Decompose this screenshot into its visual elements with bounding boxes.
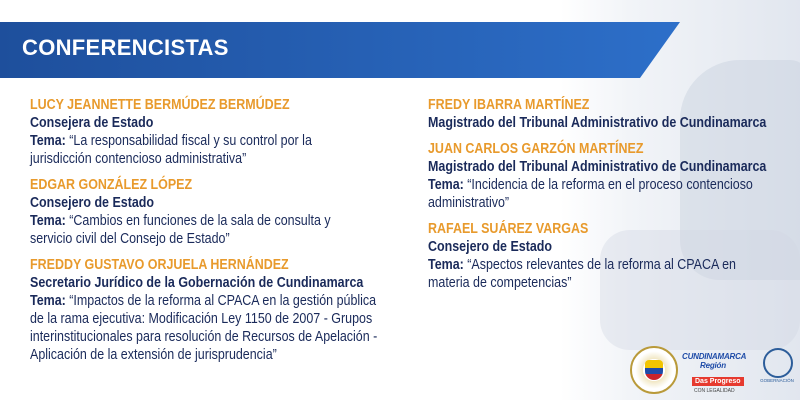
speaker-block [428, 220, 773, 292]
speaker-role: Consejero de Estado [428, 239, 553, 255]
topic-text: jurisdicción contencioso administrativa” [30, 151, 247, 167]
speaker-block [30, 96, 400, 168]
speaker-role: Consejero de Estado [30, 195, 155, 211]
speaker-topic-line [30, 310, 400, 328]
speaker-topic-line [30, 328, 400, 346]
speaker-topic-line [30, 346, 400, 364]
speaker-name: FREDY IBARRA MARTÍNEZ [428, 97, 590, 113]
topic-text: “Cambios en funciones de la sala de consulta y [69, 213, 331, 229]
speaker-name: LUCY JEANNETTE BERMÚDEZ BERMÚDEZ [30, 97, 290, 113]
topic-text: “La responsabilidad fiscal y su control por la [69, 133, 312, 149]
topic-text: servicio civil del Consejo de Estado” [30, 231, 230, 247]
gobernacion-ring-icon [763, 348, 793, 378]
speaker-name: RAFAEL SUÁREZ VARGAS [428, 221, 589, 237]
speaker-topic [428, 256, 772, 292]
rama-judicial-seal-icon [630, 346, 678, 394]
speaker-name: EDGAR GONZÁLEZ LÓPEZ [30, 177, 193, 193]
shield-icon [645, 360, 663, 380]
speaker-role: Magistrado del Tribunal Administrativo de Cundinamarca [428, 115, 767, 131]
speaker-topic [30, 292, 400, 364]
speaker-name: FREDDY GUSTAVO ORJUELA HERNÁNDEZ [30, 257, 289, 273]
speaker-block [428, 96, 773, 132]
topic-label: Tema: [30, 293, 66, 309]
gobernacion-logo [760, 348, 794, 388]
speaker-topic-line [428, 176, 772, 194]
speaker-block [428, 140, 773, 212]
gobernacion-logo-text: GOBERNACIÓN [760, 378, 794, 383]
speaker-topic-line [428, 194, 772, 212]
topic-text: de la rama ejecutiva: Modificación Ley 1150 de 2007 - Grupos [30, 311, 373, 327]
topic-label: Tema: [428, 177, 464, 193]
speakers-right-column [428, 96, 773, 300]
topic-text: interinstitucionales para resolución de Recursos de Apelación - [30, 329, 378, 345]
speaker-block [30, 176, 400, 248]
speaker-topic-line [30, 212, 400, 230]
topic-text: “Aspectos relevantes de la reforma al CPACA en [467, 257, 736, 273]
logos-area [620, 340, 795, 398]
header-banner [0, 22, 680, 78]
speaker-topic-line [30, 150, 400, 168]
topic-label: Tema: [30, 213, 66, 229]
cundinamarca-logo-slogan: Das Progreso [692, 377, 744, 386]
topic-label: Tema: [428, 257, 464, 273]
speaker-topic [30, 212, 400, 248]
speakers-left-column [30, 96, 400, 372]
speaker-role: Secretario Jurídico de la Gobernación de Cundinamarca [30, 275, 364, 291]
topic-text: Aplicación de la extensión de jurisprudencia” [30, 347, 277, 363]
cundinamarca-logo-sub: Región [700, 361, 726, 370]
speaker-name: JUAN CARLOS GARZÓN MARTÍNEZ [428, 141, 644, 157]
speaker-topic [30, 132, 400, 168]
speaker-topic-line [428, 256, 772, 274]
topic-label: Tema: [30, 133, 66, 149]
speaker-role: Consejera de Estado [30, 115, 154, 131]
topic-text: materia de competencias” [428, 275, 572, 291]
speaker-role: Magistrado del Tribunal Administrativo de Cundinamarca [428, 159, 767, 175]
topic-text: administrativo” [428, 195, 510, 211]
speaker-topic-line [30, 132, 400, 150]
speaker-topic-line [30, 230, 400, 248]
speaker-topic [428, 176, 772, 212]
speaker-block [30, 256, 400, 364]
cundinamarca-logo [682, 352, 750, 394]
topic-text: “Incidencia de la reforma en el proceso contencioso [467, 177, 753, 193]
speaker-topic-line [30, 292, 400, 310]
cundinamarca-logo-tag: CON LEGALIDAD [694, 388, 735, 394]
page-title: CONFERENCISTAS [22, 35, 229, 60]
cundinamarca-logo-text: CUNDINAMARCA [682, 352, 747, 361]
topic-text: “Impactos de la reforma al CPACA en la gestión pública [69, 293, 377, 309]
speaker-topic-line [428, 274, 772, 292]
